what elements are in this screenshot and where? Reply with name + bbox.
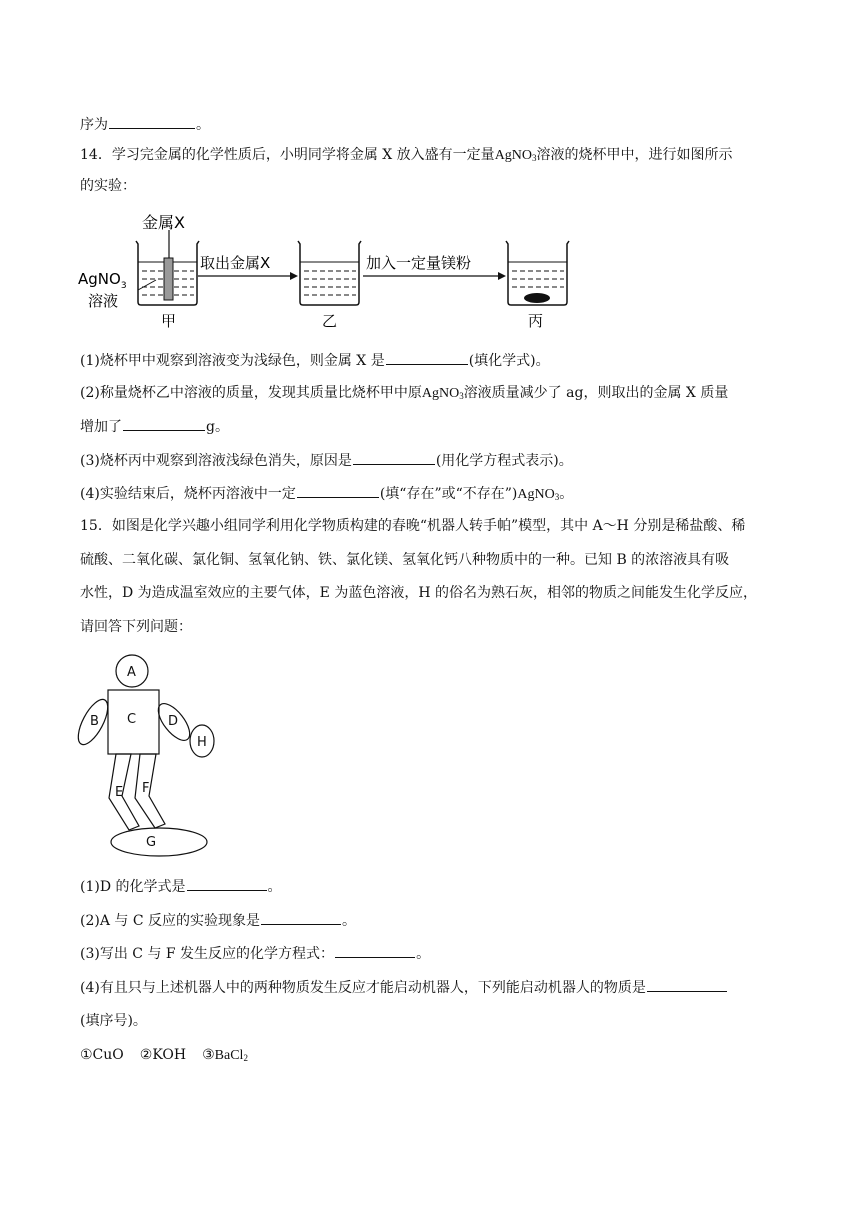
q14-part2-text: 增加了	[80, 419, 122, 435]
subscript: 3	[459, 391, 464, 401]
q15-part2	[80, 910, 356, 931]
solid-deposit	[524, 293, 550, 303]
q14-part4	[80, 483, 573, 507]
metal-x-label: 金属X	[142, 213, 185, 232]
q15-part4	[80, 977, 728, 998]
metal-x-strip	[164, 258, 173, 300]
option-3: ③	[202, 1047, 215, 1063]
beaker-jia-label: 甲	[161, 312, 177, 330]
q14-part4-text: (填“存在”或“不存在”)	[379, 486, 518, 502]
label-B: B	[90, 714, 99, 729]
q15-part4-end: (填序号)。	[80, 1013, 147, 1029]
q14-part2-cont	[80, 416, 229, 437]
q15-part1-end: 。	[267, 879, 282, 895]
q15-part3-end: 。	[416, 946, 431, 962]
subscript: 3	[554, 492, 560, 502]
answer-blank[interactable]	[123, 416, 205, 431]
chem-bacl2: BaCl	[214, 1048, 244, 1063]
q14-part1-end: (填化学式)。	[468, 353, 550, 369]
q13-tail-text: 序为	[80, 117, 108, 133]
q14-part2	[80, 383, 728, 406]
q14-part2-text: (2)称量烧杯乙中溶液的质量，发现其质量比烧杯甲中原	[80, 385, 422, 401]
arrow2-label: 加入一定量镁粉	[366, 254, 472, 272]
answer-blank[interactable]	[261, 910, 341, 925]
q15-options	[80, 1045, 248, 1068]
answer-blank[interactable]	[187, 876, 267, 891]
agno3-solution-label: AgNO$_3$	[78, 270, 127, 291]
answer-blank[interactable]	[109, 114, 195, 129]
label-G: G	[146, 835, 157, 850]
label-A: A	[127, 665, 136, 680]
q14-stem-text: 的实验：	[80, 178, 136, 194]
q14-part1-text: (1)烧杯甲中观察到溶液变为浅绿色，则金属 X 是	[80, 353, 385, 369]
q15-stem-text: 15．如图是化学兴趣小组同学利用化学物质构建的春晚“机器人转手帕”模型，其中 A～H 分别是稀盐酸、稀	[80, 518, 746, 534]
arrow-head	[290, 272, 298, 280]
q14-stem-line1	[80, 145, 733, 168]
beaker-jia	[136, 230, 199, 305]
robot-model-figure	[76, 652, 246, 862]
arrow1-label: 取出金属X	[200, 254, 271, 272]
option-1: ①CuO	[80, 1047, 124, 1063]
robot-base-G	[111, 828, 207, 856]
subscript: 2	[243, 1053, 248, 1063]
q15-part1-text: (1)D 的化学式是	[80, 879, 186, 895]
q14-part3	[80, 450, 573, 471]
q15-part2-end: 。	[342, 913, 357, 929]
q15-part3	[80, 943, 430, 964]
q15-stem-line2	[80, 550, 729, 570]
q15-part1	[80, 876, 282, 897]
robot-leg-F	[135, 754, 165, 828]
beaker-experiment-figure	[76, 208, 576, 336]
q14-part2-text: 溶液质量减少了 ag，则取出的金属 X 质量	[463, 385, 729, 401]
q13-tail-end: 。	[196, 117, 210, 133]
q14-part1	[80, 350, 550, 371]
q15-stem-text: 请回答下列问题：	[80, 619, 192, 635]
label-H: H	[197, 735, 207, 750]
q15-stem-text: 硫酸、二氧化碳、氯化铜、氢氧化钠、铁、氯化镁、氢氧化钙八种物质中的一种。已知 B 的浓溶液具有吸	[80, 552, 730, 568]
beaker-yi	[298, 241, 361, 305]
q14-part4-end: 。	[559, 486, 574, 502]
q15-stem-line4	[80, 617, 192, 637]
q14-stem-text: 14．学习完金属的化学性质后，小明同学将金属 X 放入盛有一定量	[80, 147, 495, 163]
q15-stem-line1	[80, 516, 745, 536]
q14-stem-text: 溶液的烧杯甲中，进行如图所示	[536, 147, 733, 163]
q15-stem-text: 水性，D 为造成温室效应的主要气体，E 为蓝色溶液，H 的俗名为熟石灰，相邻的物质之间能发生化学反应，	[80, 585, 758, 601]
q15-part4-text: (4)有且只与上述机器人中的两种物质发生反应才能启动机器人，下列能启动机器人的物质是	[80, 980, 646, 996]
arrow-head	[498, 272, 506, 280]
subscript: 3	[532, 153, 537, 163]
beaker-yi-label: 乙	[322, 312, 338, 330]
beaker-bing	[506, 241, 569, 305]
chem-agno3: AgNO	[494, 148, 533, 163]
answer-blank[interactable]	[353, 450, 435, 465]
solution-label: 溶液	[88, 292, 119, 310]
option-2: ②KOH	[139, 1047, 187, 1063]
beaker-bing-label: 丙	[528, 312, 544, 330]
q14-part3-end: (用化学方程式表示)。	[435, 453, 573, 469]
q15-stem-line3	[80, 583, 757, 603]
answer-blank[interactable]	[386, 350, 468, 365]
label-C: C	[127, 712, 137, 727]
answer-blank[interactable]	[647, 977, 727, 992]
q14-stem-line2	[80, 176, 136, 196]
chem-agno3: AgNO	[421, 386, 460, 401]
q14-part4-text: (4)实验结束后，烧杯丙溶液中一定	[80, 486, 296, 502]
q15-part3-text: (3)写出 C 与 F 发生反应的化学方程式：	[80, 946, 335, 962]
q14-part3-text: (3)烧杯丙中观察到溶液浅绿色消失，原因是	[80, 453, 352, 469]
answer-blank[interactable]	[335, 943, 415, 958]
label-D: D	[168, 714, 179, 729]
chem-agno3: AgNO	[517, 487, 555, 502]
label-F: F	[142, 781, 150, 796]
robot-leg-E	[109, 754, 139, 830]
q13-tail	[80, 114, 210, 135]
label-E: E	[115, 785, 124, 800]
q14-part2-end: g。	[206, 419, 229, 435]
q15-part2-text: (2)A 与 C 反应的实验现象是	[80, 913, 261, 929]
answer-blank[interactable]	[297, 483, 379, 498]
q15-part4-cont	[80, 1011, 147, 1031]
